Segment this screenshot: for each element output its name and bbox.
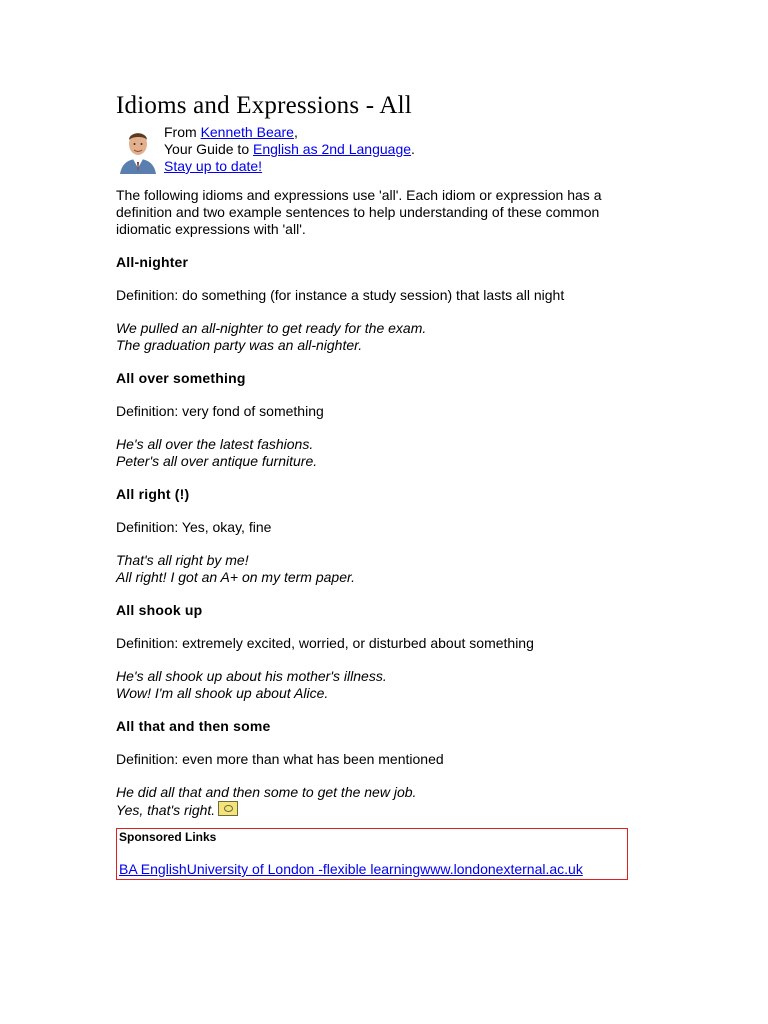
entry <box>116 370 676 470</box>
byline-text <box>164 124 415 175</box>
guide-topic-link[interactable]: English as 2nd Language <box>253 141 412 157</box>
entry-examples <box>116 668 676 702</box>
sponsored-link[interactable]: BA EnglishUniversity of London -flexible learningwww.londonexternal.ac.uk <box>119 861 583 877</box>
guide-suffix: . <box>411 141 415 157</box>
example-sentence: That's all right by me! <box>116 552 249 568</box>
author-link[interactable]: Kenneth Beare <box>200 124 294 140</box>
example-sentence-with-icon <box>116 801 676 819</box>
entry <box>116 718 676 819</box>
intro-paragraph: The following idioms and expressions use 'all'. Each idiom or expression has a definition and two example sentences to help understanding of these common idiomatic expressions with 'all'. <box>116 187 602 237</box>
entry-title: All-nighter <box>116 254 189 270</box>
sponsored-links-box <box>116 828 628 880</box>
stay-up-to-date-link[interactable]: Stay up to date! <box>164 158 263 174</box>
entry <box>116 254 676 354</box>
byline-guide <box>164 141 415 158</box>
entry <box>116 602 676 702</box>
entry-examples <box>116 436 676 470</box>
entry-definition: Definition: very fond of something <box>116 403 324 419</box>
entry-definition: Definition: do something (for instance a study session) that lasts all night <box>116 287 565 303</box>
example-sentence: Yes, that's right. <box>116 802 216 818</box>
example-sentence: The graduation party was an all-nighter. <box>116 337 363 353</box>
entry-examples <box>116 320 676 354</box>
entry-examples <box>116 552 676 586</box>
byline-from <box>164 124 415 141</box>
entry-definition: Definition: even more than what has been mentioned <box>116 751 444 767</box>
example-sentence: All right! I got an A+ on my term paper. <box>116 569 356 585</box>
article <box>116 88 676 880</box>
example-sentence: He's all shook up about his mother's illness. <box>116 668 387 684</box>
entry-title: All right (!) <box>116 486 190 502</box>
entry-title: All over something <box>116 370 246 386</box>
entry-definition: Definition: extremely excited, worried, or disturbed about something <box>116 635 534 651</box>
example-sentence: He did all that and then some to get the new job. <box>116 784 417 800</box>
page-title: Idioms and Expressions - All <box>116 92 412 119</box>
author-suffix: , <box>293 124 298 140</box>
author-photo-icon <box>116 126 160 174</box>
example-sentence: He's all over the latest fashions. <box>116 436 314 452</box>
example-sentence: We pulled an all-nighter to get ready for the exam. <box>116 320 427 336</box>
example-sentence: Wow! I'm all shook up about Alice. <box>116 685 329 701</box>
entry-title: All shook up <box>116 602 203 618</box>
from-label: From <box>164 124 201 140</box>
example-sentence: Peter's all over antique furniture. <box>116 453 318 469</box>
guide-label: Your Guide to <box>164 141 253 157</box>
sponsored-links-title: Sponsored Links <box>119 830 217 844</box>
entry-definition: Definition: Yes, okay, fine <box>116 519 272 535</box>
entry-title: All that and then some <box>116 718 271 734</box>
comment-icon[interactable] <box>218 801 238 816</box>
byline <box>116 124 676 176</box>
entry-examples <box>116 784 676 819</box>
entry <box>116 486 676 586</box>
